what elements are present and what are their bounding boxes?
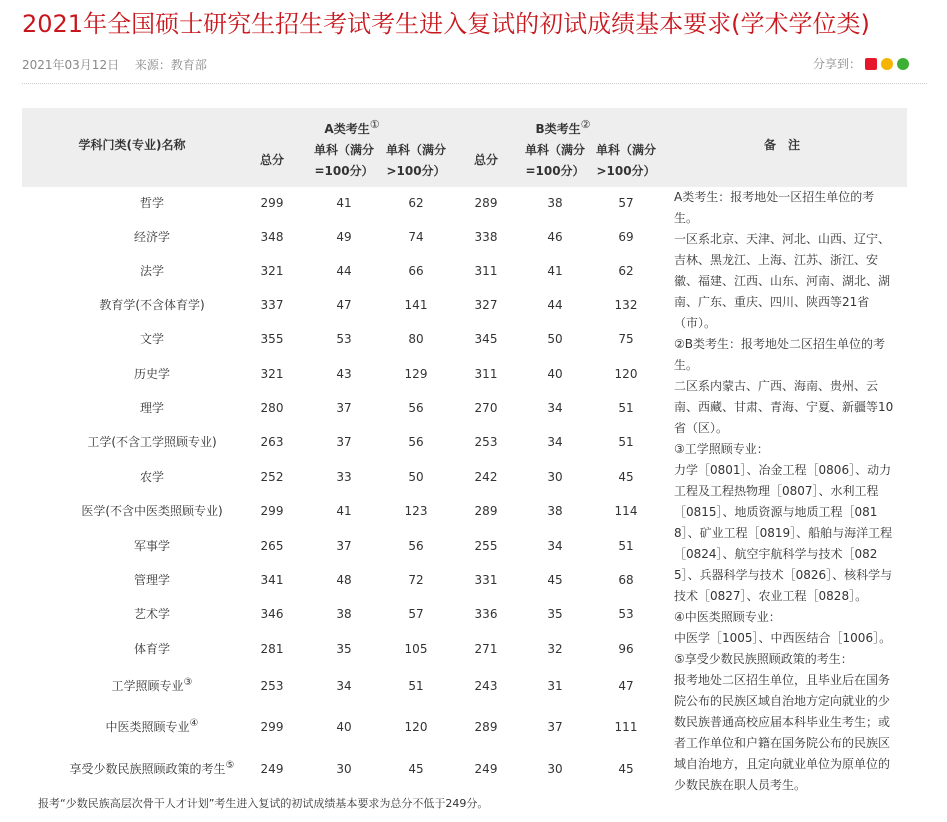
remark-paragraph: ②B类考生：报考地处二区招生单位的考生。 (674, 337, 885, 372)
cell-b-s100: 38 (547, 504, 563, 518)
header-b-total: 总分 (473, 153, 498, 167)
cell-subject (42, 186, 262, 220)
subject-name: 军事学 (133, 539, 170, 553)
subject-name: 艺术学 (133, 607, 170, 621)
table-row (22, 460, 662, 494)
cell-a-sgt100: 80 (408, 332, 424, 346)
cell-b-sgt100: 45 (618, 762, 634, 776)
cell-b-s100: 34 (547, 539, 563, 553)
cell-a-sgt100: 123 (404, 504, 428, 518)
cell-b-total: 331 (474, 573, 498, 587)
cell-b-s100: 30 (547, 762, 563, 776)
cell-a-s100: 37 (336, 401, 352, 415)
cell-b-sgt100: 62 (618, 264, 634, 278)
subject-name: 农学 (139, 470, 164, 484)
publish-date: 2021年03月12日 (22, 58, 120, 72)
header-b-group (503, 114, 623, 140)
subject-name: 哲学 (139, 196, 164, 210)
wechat-share-icon[interactable] (897, 58, 909, 70)
qzone-share-icon[interactable] (881, 58, 893, 70)
cell-a-sgt100: 62 (408, 196, 424, 210)
header-b-single-gt100 (588, 140, 664, 182)
cell-b-s100: 34 (547, 435, 563, 449)
cell-a-total: 299 (260, 504, 284, 518)
cell-a-total: 253 (260, 679, 284, 693)
cell-a-sgt100: 129 (404, 367, 428, 381)
header-a-single-gt100-line2: >100分） (386, 164, 446, 178)
cell-a-total: 249 (260, 762, 284, 776)
cell-b-sgt100: 69 (618, 230, 634, 244)
share-label: 分享到： (812, 57, 861, 71)
footnote: 报考“少数民族高层次骨干人才计划”考生进入复试的初试成绩基本要求为总分不低于249分。 (38, 797, 489, 810)
article-source: 来源：教育部 (134, 58, 207, 72)
cell-a-total: 355 (260, 332, 284, 346)
cell-b-total: 289 (474, 196, 498, 210)
table-row (22, 391, 662, 425)
cell-b-total: 311 (474, 264, 498, 278)
table-row (22, 357, 662, 391)
header-a-total: 总分 (259, 153, 284, 167)
remark-paragraph: 中医学［1005］、中西医结合［1006］。 (674, 631, 892, 645)
header-b-single-gt100-line1: 单科（满分 (595, 143, 656, 157)
cell-a-sgt100: 141 (404, 298, 428, 312)
table-row (22, 669, 662, 703)
cell-b-s100: 38 (547, 196, 563, 210)
cell-subject (42, 288, 262, 322)
cell-b-s100: 30 (547, 470, 563, 484)
remark-paragraph: 二区系内蒙古、广西、海南、贵州、云南、西藏、甘肃、青海、宁夏、新疆等10省（区）。 (674, 379, 894, 435)
cell-b-s100: 37 (547, 720, 563, 734)
table-row (22, 254, 662, 288)
cell-subject (42, 425, 262, 459)
cell-subject (42, 563, 262, 597)
table-row (22, 494, 662, 528)
remark-paragraph: A类考生：报考地处一区招生单位的考生。 (674, 190, 875, 225)
cell-b-sgt100: 47 (618, 679, 634, 693)
subject-name: 教育学(不含体育学) (99, 298, 205, 312)
cell-a-total: 281 (260, 642, 284, 656)
cell-b-total: 270 (474, 401, 498, 415)
subject-name: 工学(不含工学照顾专业) (87, 435, 217, 449)
table-row (22, 752, 662, 786)
cell-a-s100: 37 (336, 539, 352, 553)
cell-b-s100: 41 (547, 264, 563, 278)
cell-b-total: 242 (474, 470, 498, 484)
header-remarks: 备 注 (763, 138, 800, 152)
subject-name: 中医类照顾专业 (105, 720, 190, 734)
cell-b-sgt100: 45 (618, 470, 634, 484)
cell-a-total: 263 (260, 435, 284, 449)
cell-a-s100: 44 (336, 264, 352, 278)
cell-a-s100: 30 (336, 762, 352, 776)
cell-a-total: 346 (260, 607, 284, 621)
share-bar (813, 55, 909, 72)
table-row (22, 425, 662, 459)
table-row (22, 597, 662, 631)
cell-b-s100: 44 (547, 298, 563, 312)
subject-name: 享受少数民族照顾政策的考生 (69, 762, 226, 776)
subject-name: 理学 (139, 401, 164, 415)
header-a-single100 (306, 140, 382, 182)
subject-name: 管理学 (133, 573, 170, 587)
footnote-mark: ③ (183, 677, 193, 688)
subject-name: 法学 (139, 264, 164, 278)
footnote-mark: ④ (189, 718, 199, 729)
cell-a-total: 280 (260, 401, 284, 415)
table-row (22, 563, 662, 597)
cell-b-total: 255 (474, 539, 498, 553)
cell-a-s100: 41 (336, 504, 352, 518)
header-b-group-label: B类考生 (535, 122, 581, 136)
cell-a-sgt100: 105 (404, 642, 428, 656)
cell-subject (42, 220, 262, 254)
cell-b-total: 336 (474, 607, 498, 621)
cell-a-s100: 35 (336, 642, 352, 656)
cell-a-s100: 40 (336, 720, 352, 734)
header-subject: 学科门类(专业)名称 (78, 138, 186, 152)
cell-b-sgt100: 51 (618, 435, 634, 449)
cell-b-total: 271 (474, 642, 498, 656)
weibo-share-icon[interactable] (865, 58, 877, 70)
cell-a-total: 348 (260, 230, 284, 244)
header-b-mark: ② (580, 118, 591, 131)
cell-b-total: 289 (474, 504, 498, 518)
table-row (22, 288, 662, 322)
remark-paragraph: 一区系北京、天津、河北、山西、辽宁、吉林、黑龙江、上海、江苏、浙江、安徽、福建、江西、山东、河南、湖北、湖南、广东、重庆、四川、陕西等21省（市）。 (674, 232, 891, 330)
cell-a-sgt100: 50 (408, 470, 424, 484)
subject-name: 文学 (139, 332, 164, 346)
cell-a-s100: 49 (336, 230, 352, 244)
divider (22, 83, 927, 84)
cell-subject (42, 597, 262, 631)
header-b-single100-line1: 单科（满分 (524, 143, 585, 157)
header-b-single100 (517, 140, 593, 182)
cell-b-sgt100: 57 (618, 196, 634, 210)
cell-subject (42, 357, 262, 391)
remark-paragraph: 力学［0801］、冶金工程［0806］、动力工程及工程热物理［0807］、水利工程［0815］、地质资源与地质工程［0818］、矿业工程［0819］、船舶与海洋工程［0824］、航空宇航科学与技术［0825］、兵器科学与技术［0826］、核科学与技术［0827］、农业工程［0828］。 (674, 463, 893, 603)
table-header (22, 108, 907, 187)
cell-b-s100: 35 (547, 607, 563, 621)
cell-subject (42, 710, 262, 744)
header-a-single-gt100-line1: 单科（满分 (385, 143, 446, 157)
cell-b-s100: 46 (547, 230, 563, 244)
cell-a-sgt100: 74 (408, 230, 424, 244)
cell-a-total: 252 (260, 470, 284, 484)
cell-subject (42, 632, 262, 666)
cell-b-s100: 34 (547, 401, 563, 415)
cell-a-total: 321 (260, 367, 284, 381)
cell-a-sgt100: 51 (408, 679, 424, 693)
table-row (22, 322, 662, 356)
header-a-group (292, 114, 412, 140)
header-a-group-label: A类考生 (324, 122, 370, 136)
cell-a-sgt100: 56 (408, 539, 424, 553)
remarks-column (674, 187, 896, 796)
cell-subject (42, 752, 262, 786)
cell-b-total: 289 (474, 720, 498, 734)
remark-paragraph: ⑤享受少数民族照顾政策的考生： (674, 652, 853, 666)
cell-a-sgt100: 57 (408, 607, 424, 621)
table-row (22, 529, 662, 563)
cell-b-sgt100: 68 (618, 573, 634, 587)
cell-b-sgt100: 111 (614, 720, 638, 734)
cell-a-sgt100: 120 (404, 720, 428, 734)
cell-b-total: 345 (474, 332, 498, 346)
table-row (22, 632, 662, 666)
cell-a-sgt100: 45 (408, 762, 424, 776)
cell-subject (42, 254, 262, 288)
cell-b-s100: 45 (547, 573, 563, 587)
cell-b-sgt100: 51 (618, 539, 634, 553)
header-a-single100-line1: 单科（满分 (313, 143, 374, 157)
cell-a-sgt100: 56 (408, 401, 424, 415)
cell-a-total: 265 (260, 539, 284, 553)
cell-b-total: 253 (474, 435, 498, 449)
cell-subject (42, 669, 262, 703)
cell-b-s100: 31 (547, 679, 563, 693)
cell-subject (42, 391, 262, 425)
cell-a-sgt100: 66 (408, 264, 424, 278)
cell-a-total: 299 (260, 720, 284, 734)
cell-a-s100: 53 (336, 332, 352, 346)
cell-b-s100: 32 (547, 642, 563, 656)
article-meta (22, 56, 219, 73)
cell-a-s100: 34 (336, 679, 352, 693)
remark-paragraph: ④中医类照顾专业： (674, 610, 781, 624)
cell-b-sgt100: 96 (618, 642, 634, 656)
cell-a-s100: 38 (336, 607, 352, 621)
cell-b-total: 338 (474, 230, 498, 244)
header-a-single100-line2: =100分） (314, 164, 374, 178)
cell-b-sgt100: 75 (618, 332, 634, 346)
cell-a-sgt100: 56 (408, 435, 424, 449)
cell-a-total: 337 (260, 298, 284, 312)
cell-a-s100: 43 (336, 367, 352, 381)
subject-name: 历史学 (133, 367, 170, 381)
cell-a-s100: 33 (336, 470, 352, 484)
header-b-single100-line2: =100分） (525, 164, 585, 178)
cell-b-s100: 50 (547, 332, 563, 346)
cell-b-total: 327 (474, 298, 498, 312)
cell-b-total: 311 (474, 367, 498, 381)
footnote-mark: ⑤ (225, 760, 235, 771)
cell-a-total: 321 (260, 264, 284, 278)
header-a-mark: ① (369, 118, 380, 131)
cell-a-s100: 48 (336, 573, 352, 587)
subject-name: 体育学 (133, 642, 170, 656)
cell-a-total: 299 (260, 196, 284, 210)
cell-a-s100: 47 (336, 298, 352, 312)
cell-b-sgt100: 53 (618, 607, 634, 621)
table-row (22, 710, 662, 744)
subject-name: 医学(不含中医类照顾专业) (81, 504, 223, 518)
table-row (22, 220, 662, 254)
cell-b-sgt100: 51 (618, 401, 634, 415)
cell-b-sgt100: 132 (614, 298, 638, 312)
remark-paragraph: 报考地处二区招生单位，且毕业后在国务院公布的民族区域自治地方定向就业的少数民族普通高校应届本科毕业生考生；或者工作单位和户籍在国务院公布的民族区域自治地方，且定向就业单位为原单位的少数民族在职人员考生。 (674, 673, 891, 792)
cell-subject (42, 529, 262, 563)
cell-b-sgt100: 114 (614, 504, 638, 518)
remark-paragraph: ③工学照顾专业： (674, 442, 769, 456)
cell-b-s100: 40 (547, 367, 563, 381)
cell-b-total: 249 (474, 762, 498, 776)
header-b-single-gt100-line2: >100分） (596, 164, 656, 178)
cell-subject (42, 494, 262, 528)
cell-subject (42, 460, 262, 494)
page-title: 2021年全国硕士研究生招生考试考生进入复试的初试成绩基本要求(学术学位类) (22, 10, 870, 38)
cell-a-sgt100: 72 (408, 573, 424, 587)
cell-b-total: 243 (474, 679, 498, 693)
cell-a-s100: 41 (336, 196, 352, 210)
cell-b-sgt100: 120 (614, 367, 638, 381)
cell-a-total: 341 (260, 573, 284, 587)
table-row (22, 186, 662, 220)
header-a-single-gt100 (378, 140, 454, 182)
cell-subject (42, 322, 262, 356)
subject-name: 经济学 (133, 230, 170, 244)
cell-a-s100: 37 (336, 435, 352, 449)
subject-name: 工学照顾专业 (111, 679, 184, 693)
